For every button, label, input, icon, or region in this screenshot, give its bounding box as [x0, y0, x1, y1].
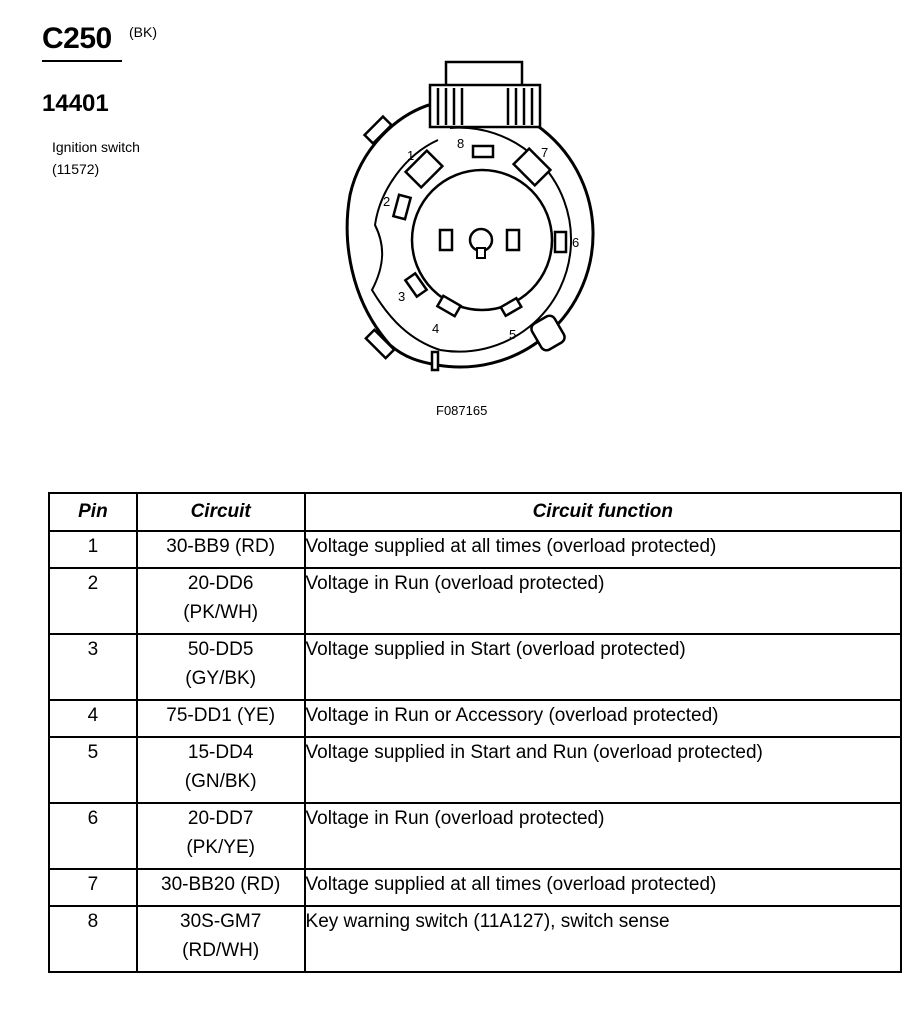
part-reference: (11572) [52, 161, 100, 177]
circuit-color-line: (GN/BK) [184, 771, 257, 792]
part-number: 14401 [42, 90, 109, 117]
pin-label-8: 8 [457, 136, 465, 151]
table-row [49, 700, 901, 737]
pin-label-5: 5 [509, 327, 517, 342]
circuit-line: 75-DD1 (YE) [166, 705, 276, 726]
pin-cavity-6 [555, 232, 566, 252]
figure-id: F087165 [436, 403, 488, 418]
cell-circuit [137, 700, 305, 737]
cell-pin: 2 [49, 568, 137, 634]
pin-function-table [48, 492, 902, 973]
table-row [49, 531, 901, 568]
pin-label-7: 7 [541, 145, 549, 160]
cell-function: Voltage supplied in Start (overload protected) [305, 634, 901, 700]
pin-cavity-5 [501, 298, 522, 316]
pin-cavity-8 [473, 146, 493, 157]
circuit-color-line: (PK/WH) [183, 602, 259, 623]
cell-function: Voltage supplied in Start and Run (overload protected) [305, 737, 901, 803]
table-row [49, 803, 901, 869]
pin-label-1: 1 [407, 148, 415, 163]
housing-tab-upper-left [365, 117, 392, 144]
cell-circuit [137, 869, 305, 906]
header-circuit: Circuit [137, 493, 305, 531]
housing-tab-lower-left [366, 330, 394, 358]
table-row [49, 906, 901, 972]
housing-left-edge [347, 104, 440, 365]
table-header-row [49, 493, 901, 531]
cell-circuit [137, 737, 305, 803]
cell-function: Voltage in Run (overload protected) [305, 803, 901, 869]
circuit-line: 20-DD6 [187, 573, 254, 594]
table-row [49, 568, 901, 634]
table-row [49, 737, 901, 803]
pin-label-4: 4 [432, 321, 440, 336]
cell-pin: 4 [49, 700, 137, 737]
pin-cavity-4 [437, 296, 460, 316]
table-row [49, 869, 901, 906]
housing-tab-bottom [432, 352, 438, 370]
part-name: Ignition switch [52, 139, 140, 155]
table-row [49, 634, 901, 700]
pin-cavity-2 [393, 195, 410, 219]
center-slot-right [507, 230, 519, 250]
connector-id: C250 [42, 22, 112, 55]
cell-circuit [137, 803, 305, 869]
cell-circuit [137, 906, 305, 972]
connector-id-underline [42, 60, 122, 62]
circuit-color-line: (PK/YE) [186, 837, 255, 858]
connector-face-diagram [330, 55, 620, 375]
pin-label-3: 3 [398, 289, 406, 304]
cell-pin: 1 [49, 531, 137, 568]
cell-pin: 3 [49, 634, 137, 700]
locking-latch [430, 62, 540, 127]
circuit-line: 15-DD4 [187, 742, 254, 763]
circuit-line: 20-DD7 [187, 808, 254, 829]
connector-color-code: (BK) [129, 24, 157, 40]
cell-function: Voltage in Run (overload protected) [305, 568, 901, 634]
pin-label-6: 6 [572, 235, 580, 250]
circuit-line: 30-BB20 (RD) [161, 874, 281, 895]
cell-function: Voltage in Run or Accessory (overload protected) [305, 700, 901, 737]
circuit-line: 50-DD5 [187, 639, 254, 660]
cell-function: Voltage supplied at all times (overload protected) [305, 531, 901, 568]
center-slot-left [440, 230, 452, 250]
cell-pin: 6 [49, 803, 137, 869]
pin-label-2: 2 [383, 194, 391, 209]
circuit-line: 30-BB9 (RD) [166, 536, 276, 557]
header-function: Circuit function [305, 493, 901, 531]
cell-circuit [137, 568, 305, 634]
cell-circuit [137, 634, 305, 700]
cell-function: Voltage supplied at all times (overload protected) [305, 869, 901, 906]
cell-pin: 8 [49, 906, 137, 972]
circuit-color-line: (RD/WH) [182, 940, 260, 961]
key-post-notch [477, 248, 485, 258]
cell-pin: 5 [49, 737, 137, 803]
circuit-line: 30S-GM7 [180, 911, 262, 932]
header-pin: Pin [49, 493, 137, 531]
circuit-color-line: (GY/BK) [185, 668, 257, 689]
cell-function: Key warning switch (11A127), switch sense [305, 906, 901, 972]
cell-pin: 7 [49, 869, 137, 906]
cell-circuit [137, 531, 305, 568]
